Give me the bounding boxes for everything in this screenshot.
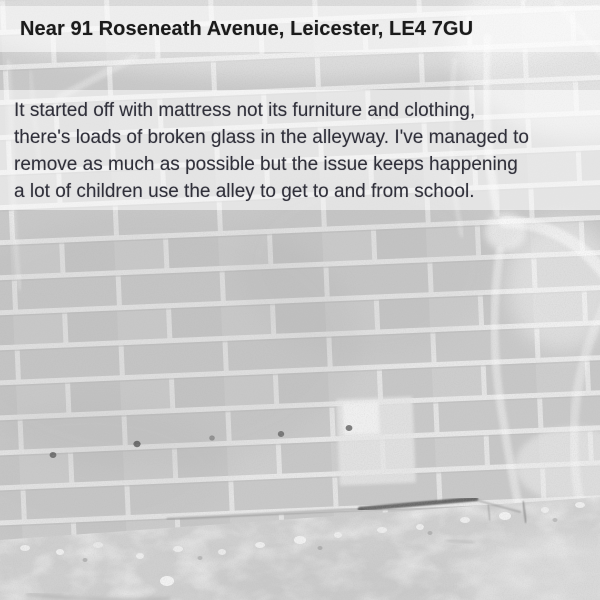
location-title: Near 91 Roseneath Avenue, Leicester, LE4 7GU (20, 17, 474, 40)
report-description: It started off with mattress not its furniture and clothing, there's loads of broken glass in the alleyway. I've managed to remove as much as possible but the issue keeps happening a lot of children use the alley to get to and from school. (14, 100, 529, 202)
report-description-panel (0, 90, 600, 210)
location-banner (0, 6, 600, 52)
